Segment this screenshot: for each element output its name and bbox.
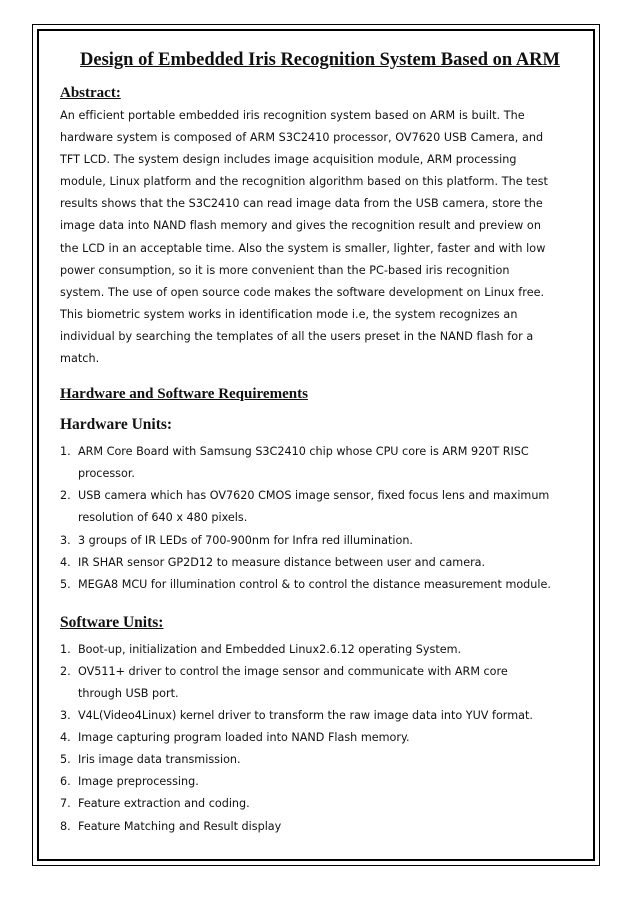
item-text: resolution of 640 x 480 pixels.	[78, 511, 248, 525]
list-item	[60, 793, 580, 815]
item-text: Feature extraction and coding.	[78, 797, 250, 811]
list-item	[60, 771, 580, 793]
abstract-body	[60, 105, 580, 370]
software-units-list	[60, 639, 580, 838]
list-item	[60, 530, 580, 552]
item-text: Image capturing program loaded into NAND Flash memory.	[78, 731, 410, 745]
abstract-line: An efficient portable embedded iris recognition system based on ARM is built. The	[60, 109, 525, 122]
abstract-heading: Abstract:	[60, 85, 121, 101]
abstract-line: the LCD in an acceptable time. Also the system is smaller, lighter, faster and with low	[60, 241, 546, 255]
list-item	[60, 441, 580, 485]
abstract-line: results shows that the S3C2410 can read image data from the USB camera, store the	[60, 197, 543, 211]
list-item	[60, 552, 580, 574]
list-item	[60, 749, 580, 771]
abstract-line: system. The use of open source code makes the software development on Linux free.	[60, 285, 545, 299]
list-item	[60, 639, 580, 661]
item-number: 1.	[60, 445, 71, 459]
hardware-units-list	[60, 441, 580, 596]
software-units-heading: Software Units:	[60, 613, 164, 631]
item-text: Image preprocessing.	[78, 775, 199, 789]
item-text: MEGA8 MCU for illumination control & to control the distance measurement module.	[78, 577, 551, 591]
document-content	[60, 45, 580, 838]
abstract-line: power consumption, so it is more convenient than the PC-based iris recognition	[60, 263, 510, 277]
item-number: 3.	[60, 709, 71, 723]
requirements-heading: Hardware and Software Requirements	[60, 386, 308, 403]
document-title: Design of Embedded Iris Recognition System Based on ARM	[80, 50, 560, 70]
item-number: 6.	[60, 775, 71, 789]
item-number: 5.	[60, 753, 71, 767]
item-number: 1.	[60, 642, 71, 656]
list-item	[60, 705, 580, 727]
item-text: 3 groups of IR LEDs of 700-900nm for Infra red illumination.	[78, 533, 413, 547]
abstract-line: module, Linux platform and the recognition algorithm based on this platform. The test	[60, 175, 548, 189]
item-text: Feature Matching and Result display	[78, 819, 282, 833]
list-item	[60, 574, 580, 596]
abstract-line: image data into NAND flash memory and gives the recognition result and preview on	[60, 219, 541, 233]
item-text: IR SHAR sensor GP2D12 to measure distance between user and camera.	[78, 555, 486, 569]
item-text: USB camera which has OV7620 CMOS image sensor, fixed focus lens and maximum	[78, 489, 550, 503]
item-number: 4.	[60, 731, 71, 745]
item-number: 2.	[60, 664, 71, 678]
item-text: processor.	[78, 467, 135, 481]
list-item	[60, 485, 580, 529]
item-number: 5.	[60, 577, 71, 591]
item-number: 7.	[60, 797, 71, 811]
list-item	[60, 816, 580, 838]
item-number: 4.	[60, 555, 71, 569]
hardware-units-heading: Hardware Units:	[60, 416, 173, 434]
item-text: OV511+ driver to control the image sensor and communicate with ARM core	[78, 664, 508, 678]
abstract-line: TFT LCD. The system design includes image acquisition module, ARM processing	[60, 153, 517, 167]
abstract-line: This biometric system works in identification mode i.e, the system recognizes an	[60, 307, 518, 321]
abstract-line: match.	[60, 352, 100, 366]
abstract-line: hardware system is composed of ARM S3C2410 processor, OV7620 USB Camera, and	[60, 131, 544, 145]
item-text: through USB port.	[78, 686, 179, 700]
list-item	[60, 727, 580, 749]
item-text: ARM Core Board with Samsung S3C2410 chip whose CPU core is ARM 920T RISC	[78, 445, 529, 459]
item-number: 3.	[60, 533, 71, 547]
item-text: Boot-up, initialization and Embedded Linux2.6.12 operating System.	[78, 642, 462, 656]
item-number: 2.	[60, 489, 71, 503]
item-number: 8.	[60, 819, 71, 833]
item-text: Iris image data transmission.	[78, 753, 241, 767]
list-item	[60, 661, 580, 705]
abstract-line: individual by searching the templates of all the users preset in the NAND flash for a	[60, 329, 534, 343]
item-text: V4L(Video4Linux) kernel driver to transform the raw image data into YUV format.	[78, 709, 533, 723]
